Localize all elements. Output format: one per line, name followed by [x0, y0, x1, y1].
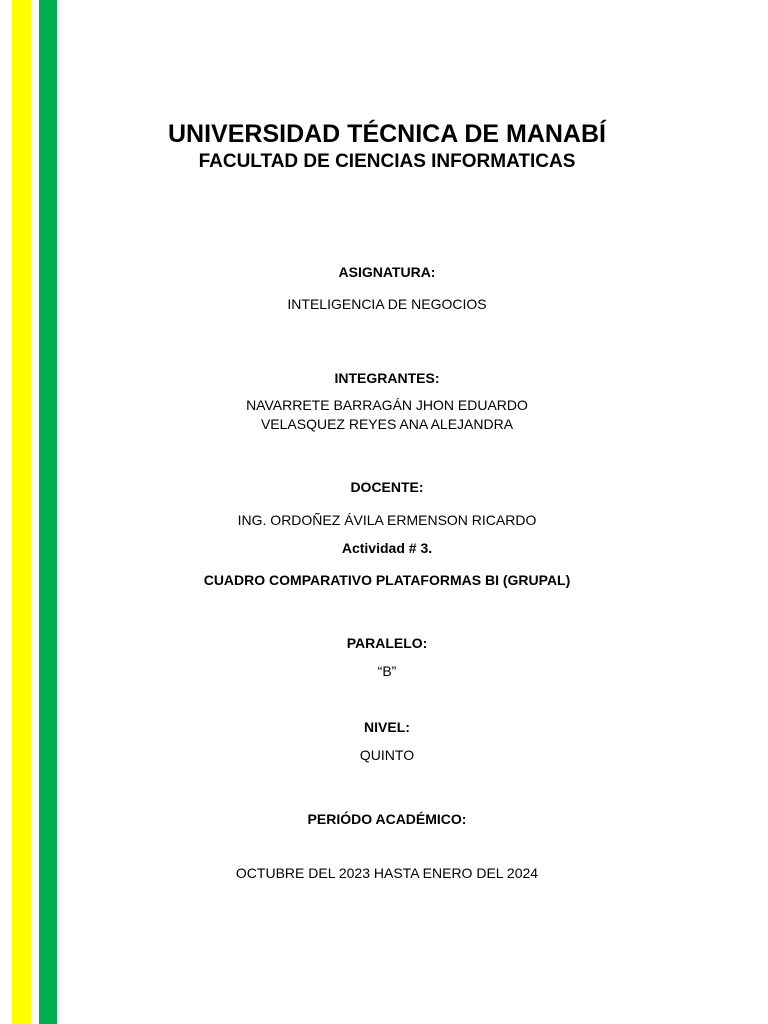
teacher-label: DOCENTE: — [350, 479, 424, 495]
level-value: QUINTO — [359, 747, 415, 763]
teacher-value: ING. ORDOÑEZ ÁVILA ERMENSON RICARDO — [237, 512, 537, 528]
member-name-1: NAVARRETE BARRAGÁN JHON EDUARDO — [246, 397, 528, 413]
member-name-2: VELASQUEZ REYES ANA ALEJANDRA — [260, 416, 514, 432]
section-label: PARALELO: — [346, 635, 428, 651]
subject-label: ASIGNATURA: — [338, 264, 436, 280]
subject-value: INTELIGENCIA DE NEGOCIOS — [287, 296, 487, 312]
activity-label: Actividad # 3. — [341, 540, 433, 556]
period-label: PERIÓDO ACADÉMICO: — [307, 811, 467, 827]
activity-title: CUADRO COMPARATIVO PLATAFORMAS BI (GRUPAL) — [203, 572, 571, 588]
members-label: INTEGRANTES: — [334, 370, 440, 386]
section-value: “B” — [377, 663, 397, 679]
level-label: NIVEL: — [364, 719, 410, 735]
faculty-title: FACULTAD DE CIENCIAS INFORMATICAS — [198, 151, 576, 172]
university-title: UNIVERSIDAD TÉCNICA DE MANABÍ — [168, 120, 606, 148]
period-value: OCTUBRE DEL 2023 HASTA ENERO DEL 2024 — [235, 865, 539, 881]
